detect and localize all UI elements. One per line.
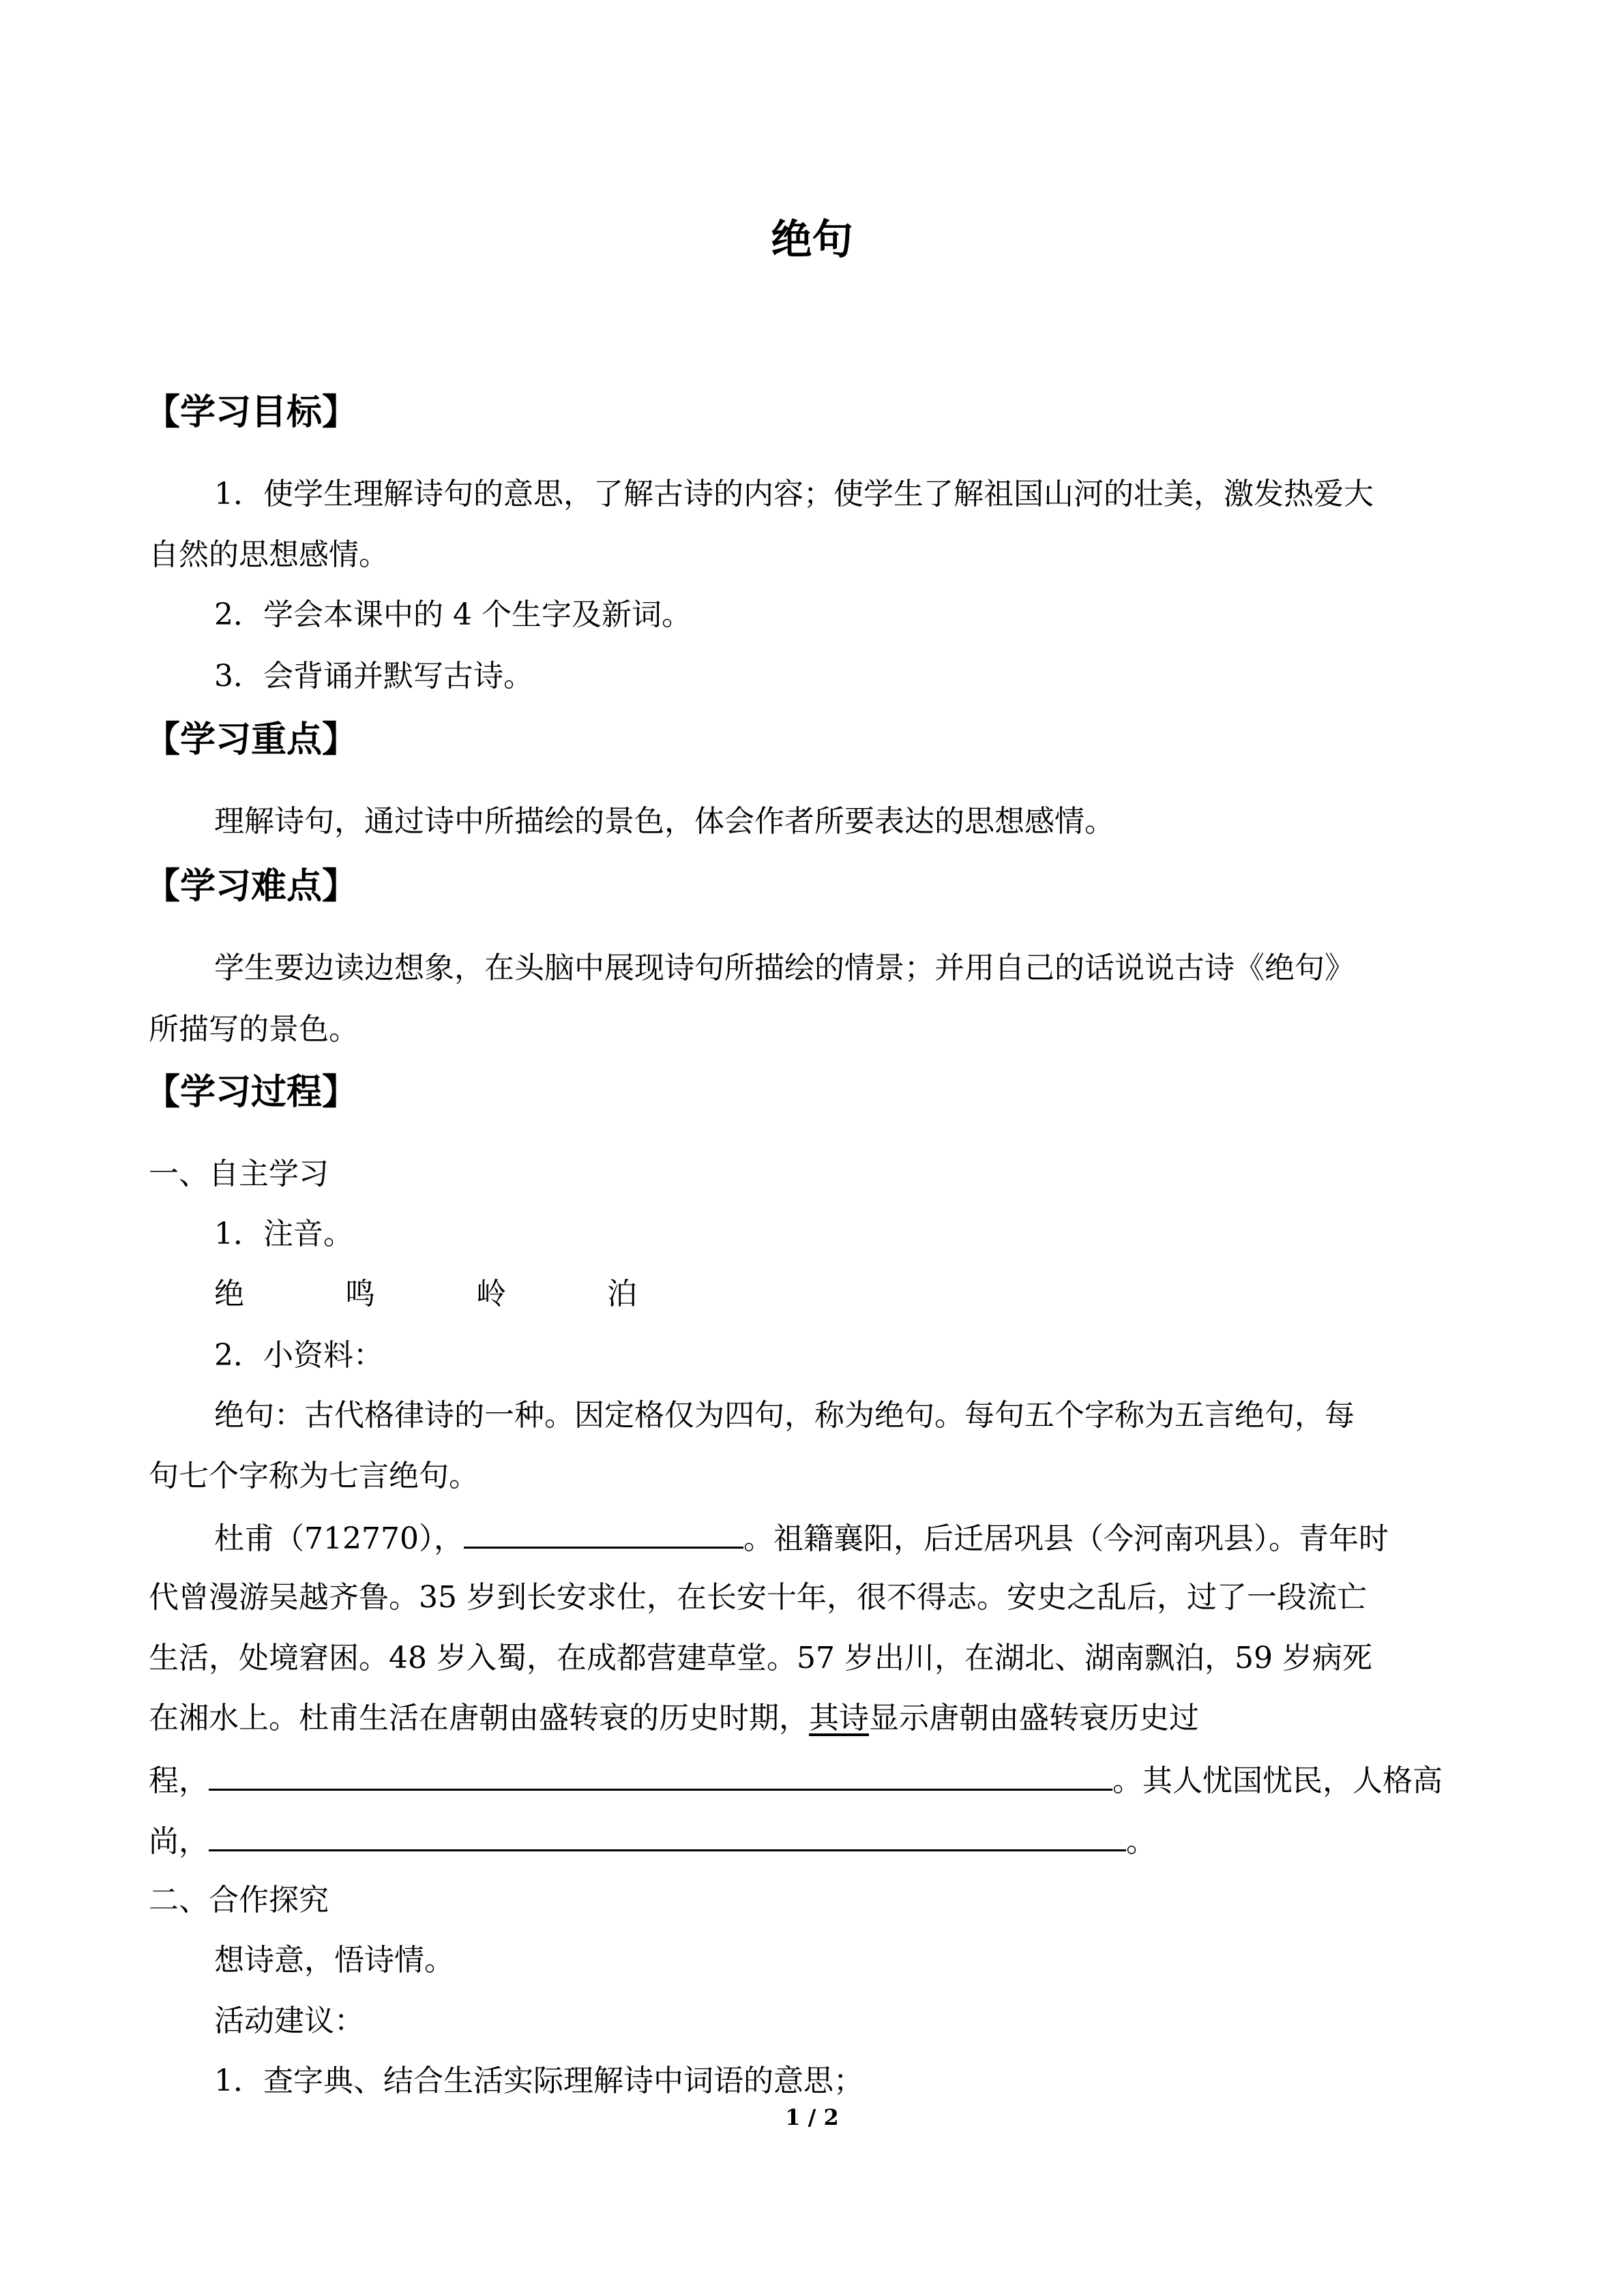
jueju-line-1: 绝句：古代格律诗的一种。因定格仅为四句，称为绝句。每句五个字称为五言绝句，每: [214, 1398, 1355, 1433]
goal-item-1-line-1: 1．使学生理解诗句的意思，了解古诗的内容；使学生了解祖国山河的壮美，激发热爱大: [214, 477, 1374, 511]
bio-line-6: 尚， 。: [149, 1819, 1156, 1862]
pinyin-characters: [214, 1274, 738, 1315]
part-2-title: 二、合作探究: [149, 1883, 329, 1918]
bio-line-3: 生活，处境窘困。48 岁入蜀，在成都营建草堂。57 岁出川，在湖北、湖南飘泊，59 岁病死: [149, 1641, 1372, 1675]
difficulty-line-1: 学生要边读边想象，在头脑中展现诗句所描绘的情景；并用自己的话说说古诗《绝句》: [214, 951, 1355, 985]
dufu-line-1: 杜甫（712770）， 。祖籍襄阳，后迁居巩县（今河南巩县）。青年时: [214, 1517, 1389, 1560]
difficulty-heading: 【学习难点】: [145, 866, 358, 907]
goal-item-2: 2．学会本课中的 4 个生字及新词。: [214, 597, 692, 632]
goal-item-3: 3．会背诵并默写古诗。: [214, 659, 533, 694]
activity-item-1: 1．查字典、结合生活实际理解诗中词语的意思；: [214, 2063, 863, 2098]
goals-heading: 【学习目标】: [145, 392, 358, 433]
bio-line-5: 程， 。其人忧国忧民，人格高: [149, 1759, 1443, 1802]
char-4: 泊: [607, 1277, 637, 1311]
bio-line-4: 在湘水上。杜甫生活在唐朝由盛转衰的历史时期，其诗显示唐朝由盛转衰历史过: [149, 1701, 1199, 1735]
inquiry-text: 想诗意，悟诗情。: [214, 1943, 454, 1978]
page-number: 1 / 2: [785, 2104, 839, 2130]
difficulty-line-2: 所描写的景色。: [149, 1012, 359, 1047]
char-1: 绝: [214, 1277, 244, 1311]
part-1-title: 一、自主学习: [149, 1157, 329, 1191]
activity-label: 活动建议：: [214, 2003, 364, 2038]
fill-blank-3[interactable]: [209, 1819, 1126, 1851]
fill-blank-1[interactable]: [464, 1517, 743, 1549]
process-heading: 【学习过程】: [145, 1072, 358, 1113]
question-2: 2．小资料：: [214, 1338, 383, 1373]
question-1: 1．注音。: [214, 1217, 353, 1251]
fill-blank-2[interactable]: [209, 1759, 1112, 1791]
char-3: 岭: [476, 1277, 506, 1311]
goal-item-1-line-2: 自然的思想感情。: [149, 537, 389, 572]
underlined-text: 其诗: [809, 1701, 869, 1735]
bio-line-2: 代曾漫游吴越齐鲁。35 岁到长安求仕，在长安十年，很不得志。安史之乱后，过了一段流亡: [149, 1580, 1367, 1615]
jueju-line-2: 句七个字称为七言绝句。: [149, 1459, 479, 1493]
focus-heading: 【学习重点】: [145, 719, 358, 760]
page-title: 绝句: [771, 216, 853, 264]
focus-text: 理解诗句，通过诗中所描绘的景色，体会作者所要表达的思想感情。: [214, 804, 1114, 839]
char-2: 鸣: [345, 1277, 375, 1311]
